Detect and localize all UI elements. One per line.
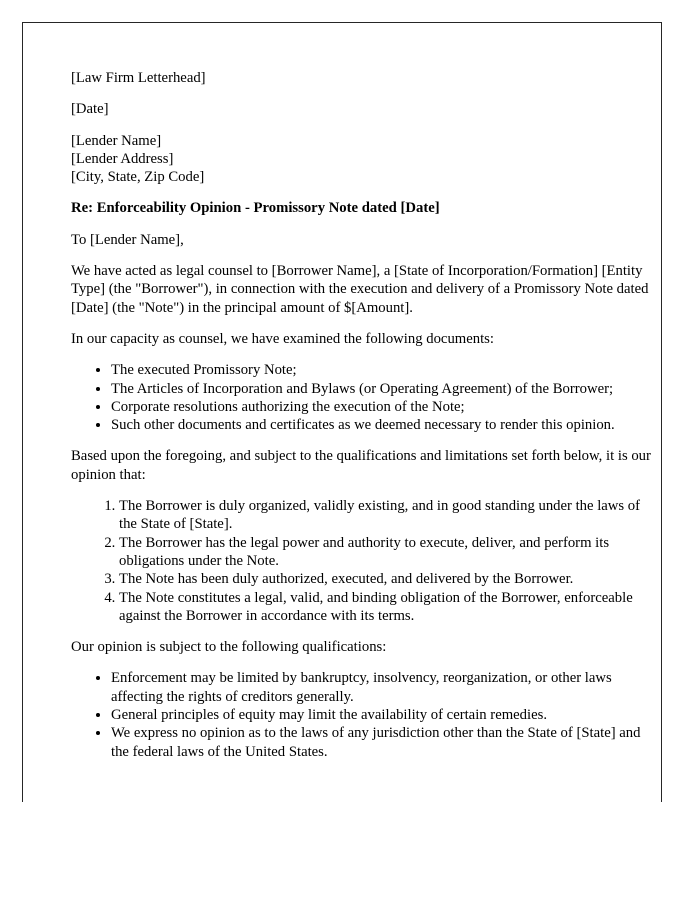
- opinion-intro: Based upon the foregoing, and subject to the qualifications and limitations set forth below, it is our opinion that:: [71, 448, 651, 483]
- opinions-list: [71, 497, 653, 625]
- examined-documents-intro: In our capacity as counsel, we have examined the following documents:: [71, 330, 494, 347]
- document-page: [22, 22, 662, 802]
- subject-line: Re: Enforceability Opinion - Promissory Note dated [Date]: [71, 200, 440, 217]
- qualifications-list: [71, 669, 653, 760]
- list-item: 3. The Note has been duly authorized, executed, and delivered by the Borrower.: [119, 570, 653, 588]
- list-item: • The Articles of Incorporation and Bylaws (or Operating Agreement) of the Borrower;: [111, 380, 653, 398]
- intro-paragraph: We have acted as legal counsel to [Borrower Name], a [State of Incorporation/Formation] [Entity Type] (the "Borrower"), in connection with the execution and delivery of a Promissory Note dated [Date] (the "Note") in the principal amount of $[Amount].: [71, 263, 649, 316]
- list-item: • We express no opinion as to the laws of any jurisdiction other than the State of [State] and the federal laws of the United States.: [111, 724, 653, 761]
- recipient-name: [Lender Name]: [71, 132, 162, 149]
- document-body: [71, 69, 653, 774]
- letter-date: [Date]: [71, 101, 109, 118]
- list-item: • The executed Promissory Note;: [111, 361, 653, 379]
- salutation: To [Lender Name],: [71, 231, 184, 248]
- list-item: • Corporate resolutions authorizing the execution of the Note;: [111, 398, 653, 416]
- qualifications-intro: Our opinion is subject to the following qualifications:: [71, 639, 387, 656]
- list-item: 2. The Borrower has the legal power and authority to execute, deliver, and perform its obligations under the Note.: [119, 534, 653, 571]
- law-firm-letterhead: [Law Firm Letterhead]: [71, 70, 206, 86]
- recipient-address-block: [71, 132, 653, 187]
- list-item: • Enforcement may be limited by bankruptcy, insolvency, reorganization, or other laws affecting the rights of creditors generally.: [111, 669, 653, 706]
- list-item: 1. The Borrower is duly organized, validly existing, and in good standing under the laws of the State of [State].: [119, 497, 653, 534]
- list-item: • General principles of equity may limit the availability of certain remedies.: [111, 706, 653, 724]
- recipient-city-state-zip: [City, State, Zip Code]: [71, 169, 205, 186]
- list-item: • Such other documents and certificates as we deemed necessary to render this opinion.: [111, 416, 653, 434]
- recipient-address: [Lender Address]: [71, 150, 174, 167]
- list-item: 4. The Note constitutes a legal, valid, and binding obligation of the Borrower, enforceable against the Borrower in accordance with its terms.: [119, 589, 653, 626]
- examined-documents-list: [71, 361, 653, 434]
